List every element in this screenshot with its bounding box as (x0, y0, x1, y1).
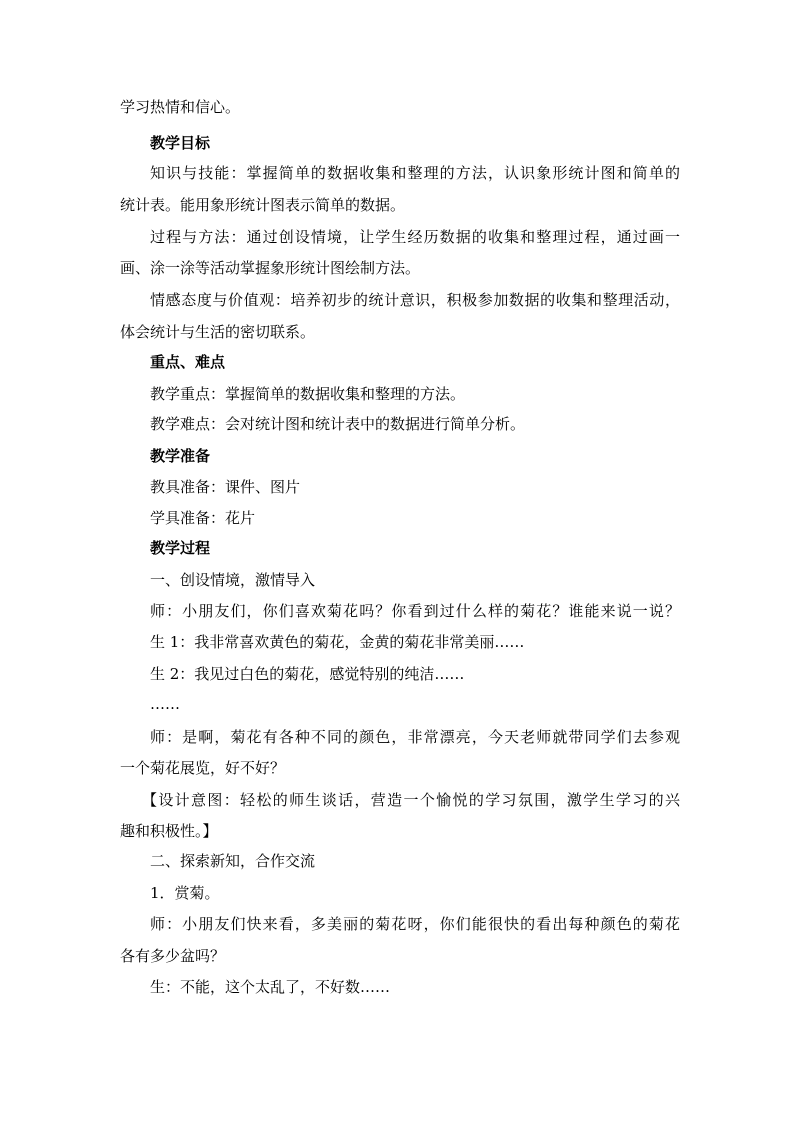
paragraph-line: 知识与技能：掌握简单的数据收集和整理的方法，认识象形统计图和简单的 (150, 164, 680, 182)
dialogue-line: 生：不能，这个太乱了，不好数…… (150, 978, 391, 996)
dialogue-line: 生 2：我见过白色的菊花，感觉特别的纯洁…… (150, 665, 465, 683)
section-heading-key-points: 重点、难点 (150, 353, 226, 371)
design-intent-line: 【设计意图：轻松的师生谈话，营造一个愉悦的学习氛围，激学生学习的兴 (142, 791, 680, 809)
dialogue-line: 一个菊花展览，好不好？ (120, 759, 286, 777)
dialogue-line: 生 1：我非常喜欢黄色的菊花，金黄的菊花非常美丽…… (150, 633, 525, 651)
section-heading-teaching-goals: 教学目标 (150, 134, 211, 152)
dialogue-line: 师：小朋友们，你们喜欢菊花吗？你看到过什么样的菊花？谁能来说一说？ (150, 602, 680, 620)
section-heading-preparation: 教学准备 (150, 447, 211, 465)
dialogue-line: 各有多少盆吗？ (120, 947, 226, 965)
paragraph-line: 学习热情和信心。 (120, 98, 241, 116)
subheading-line: 二、探索新知，合作交流 (150, 852, 316, 870)
paragraph-line: 画、涂一涂等活动掌握象形统计图绘制方法。 (120, 259, 421, 277)
dialogue-line: 师：小朋友们快来看，多美丽的菊花呀，你们能很快的看出每种颜色的菊花 (150, 915, 680, 933)
section-heading-process: 教学过程 (150, 539, 211, 557)
dialogue-line: 师：是啊，菊花有各种不同的颜色，非常漂亮，今天老师就带同学们去参观 (150, 728, 680, 746)
subheading-line: 一、创设情境，激情导入 (150, 571, 316, 589)
paragraph-line: 体会统计与生活的密切联系。 (120, 323, 316, 341)
paragraph-line: 统计表。能用象形统计图表示简单的数据。 (120, 196, 406, 214)
design-intent-line: 趣和积极性。】 (120, 822, 218, 840)
subheading-line: 1．赏菊。 (150, 884, 220, 902)
paragraph-line: 情感态度与价值观：培养初步的统计意识，积极参加数据的收集和整理活动， (150, 291, 680, 309)
ellipsis-line: …… (150, 695, 180, 713)
paragraph-line: 学具准备：花片 (150, 509, 256, 527)
paragraph-line: 教具准备：课件、图片 (150, 478, 301, 496)
paragraph-line: 教学重点：掌握简单的数据收集和整理的方法。 (150, 385, 466, 403)
paragraph-line: 教学难点：会对统计图和统计表中的数据进行简单分析。 (150, 415, 526, 433)
paragraph-line: 过程与方法：通过创设情境，让学生经历数据的收集和整理过程，通过画一 (150, 228, 680, 246)
